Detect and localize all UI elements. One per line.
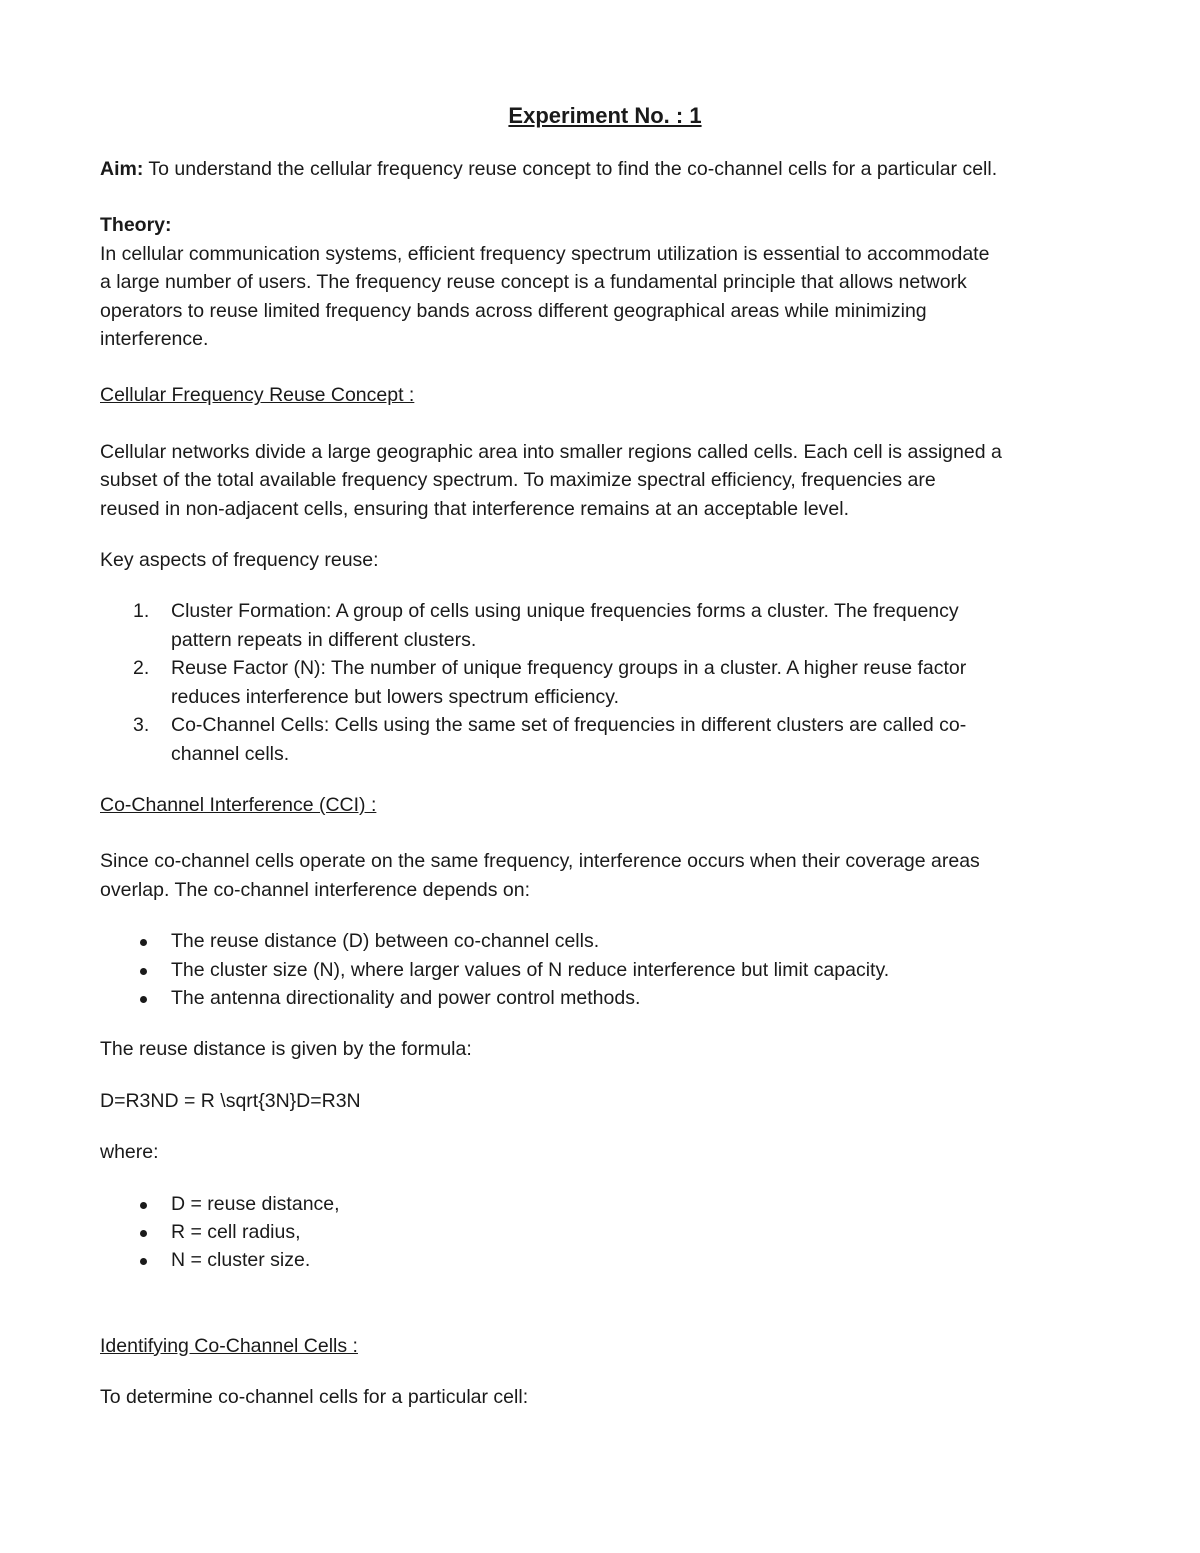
list-item: The antenna directionality and power control methods.: [100, 984, 1110, 1012]
aim-paragraph: [100, 155, 1110, 183]
theory-label: Theory:: [100, 214, 172, 237]
formula: D=R3ND = R \sqrt{3N}D=R3N: [100, 1089, 361, 1112]
key-aspects-intro: Key aspects of frequency reuse:: [100, 549, 379, 572]
list-item-line-2: pattern repeats in different clusters.: [171, 628, 477, 651]
reuse-para-line-2: subset of the total available frequency spectrum. To maximize spectral efficiency, frequencies are: [100, 469, 936, 492]
document-page: [100, 98, 1110, 1412]
page-title: Experiment No. : 1: [508, 103, 702, 128]
cci-para-line-2: overlap. The co-channel interference depends on:: [100, 878, 531, 901]
list-number: 3.: [133, 714, 150, 737]
reuse-para-line-1: Cellular networks divide a large geographic area into smaller regions called cells. Each cell is assigned a: [100, 440, 1002, 463]
bullet-dot-icon: [140, 1258, 147, 1265]
list-item: D = reuse distance,: [100, 1190, 1110, 1218]
list-item: R = cell radius,: [100, 1218, 1110, 1246]
list-item: The reuse distance (D) between co-channel cells.: [100, 927, 1110, 955]
bullet-dot-icon: [140, 1202, 147, 1209]
list-item-line-1: Co-Channel Cells: Cells using the same set of frequencies in different clusters are called co-: [171, 714, 967, 737]
aim-text: To understand the cellular frequency reuse concept to find the co-channel cells for a particular cell.: [143, 158, 998, 180]
identify-text: To determine co-channel cells for a particular cell:: [100, 1386, 529, 1409]
theory-line-4: interference.: [100, 328, 209, 351]
list-item: [100, 711, 1110, 768]
list-item-line-2: reduces interference but lowers spectrum efficiency.: [171, 685, 619, 708]
cci-bullet-list: [100, 927, 1110, 1012]
list-item: [100, 597, 1110, 654]
list-item-line-2: channel cells.: [171, 742, 290, 765]
list-item: The cluster size (N), where larger values of N reduce interference but limit capacity.: [100, 956, 1110, 984]
formula-intro: The reuse distance is given by the formula:: [100, 1038, 472, 1061]
bullet-dot-icon: [140, 1230, 147, 1237]
list-item: N = cluster size.: [100, 1246, 1110, 1274]
theory-line-2: a large number of users. The frequency reuse concept is a fundamental principle that allows network: [100, 271, 967, 294]
cci-heading: Co-Channel Interference (CCI) :: [100, 793, 377, 816]
list-item-line-1: Cluster Formation: A group of cells using unique frequencies forms a cluster. The frequency: [171, 600, 959, 623]
reuse-para-line-3: reused in non-adjacent cells, ensuring that interference remains at an acceptable level.: [100, 497, 850, 520]
bullet-dot-icon: [140, 996, 147, 1003]
theory-line-1: In cellular communication systems, efficient frequency spectrum utilization is essential to accommodate: [100, 242, 990, 265]
key-aspects-list: [100, 597, 1110, 767]
theory-line-3: operators to reuse limited frequency bands across different geographical areas while minimizing: [100, 299, 927, 322]
bullet-dot-icon: [140, 939, 147, 946]
where-label: where:: [100, 1141, 159, 1164]
list-item-line-1: Reuse Factor (N): The number of unique frequency groups in a cluster. A higher reuse factor: [171, 657, 967, 680]
list-number: 1.: [133, 600, 150, 623]
reuse-heading: Cellular Frequency Reuse Concept :: [100, 384, 415, 407]
definitions-list: [100, 1190, 1110, 1275]
bullet-dot-icon: [140, 968, 147, 975]
list-number: 2.: [133, 657, 150, 680]
list-item: [100, 654, 1110, 711]
cci-para-line-1: Since co-channel cells operate on the same frequency, interference occurs when their coverage areas: [100, 850, 980, 873]
aim-label: Aim:: [100, 158, 144, 180]
spacer: [100, 1275, 1110, 1332]
identify-heading: Identifying Co-Channel Cells :: [100, 1334, 358, 1357]
